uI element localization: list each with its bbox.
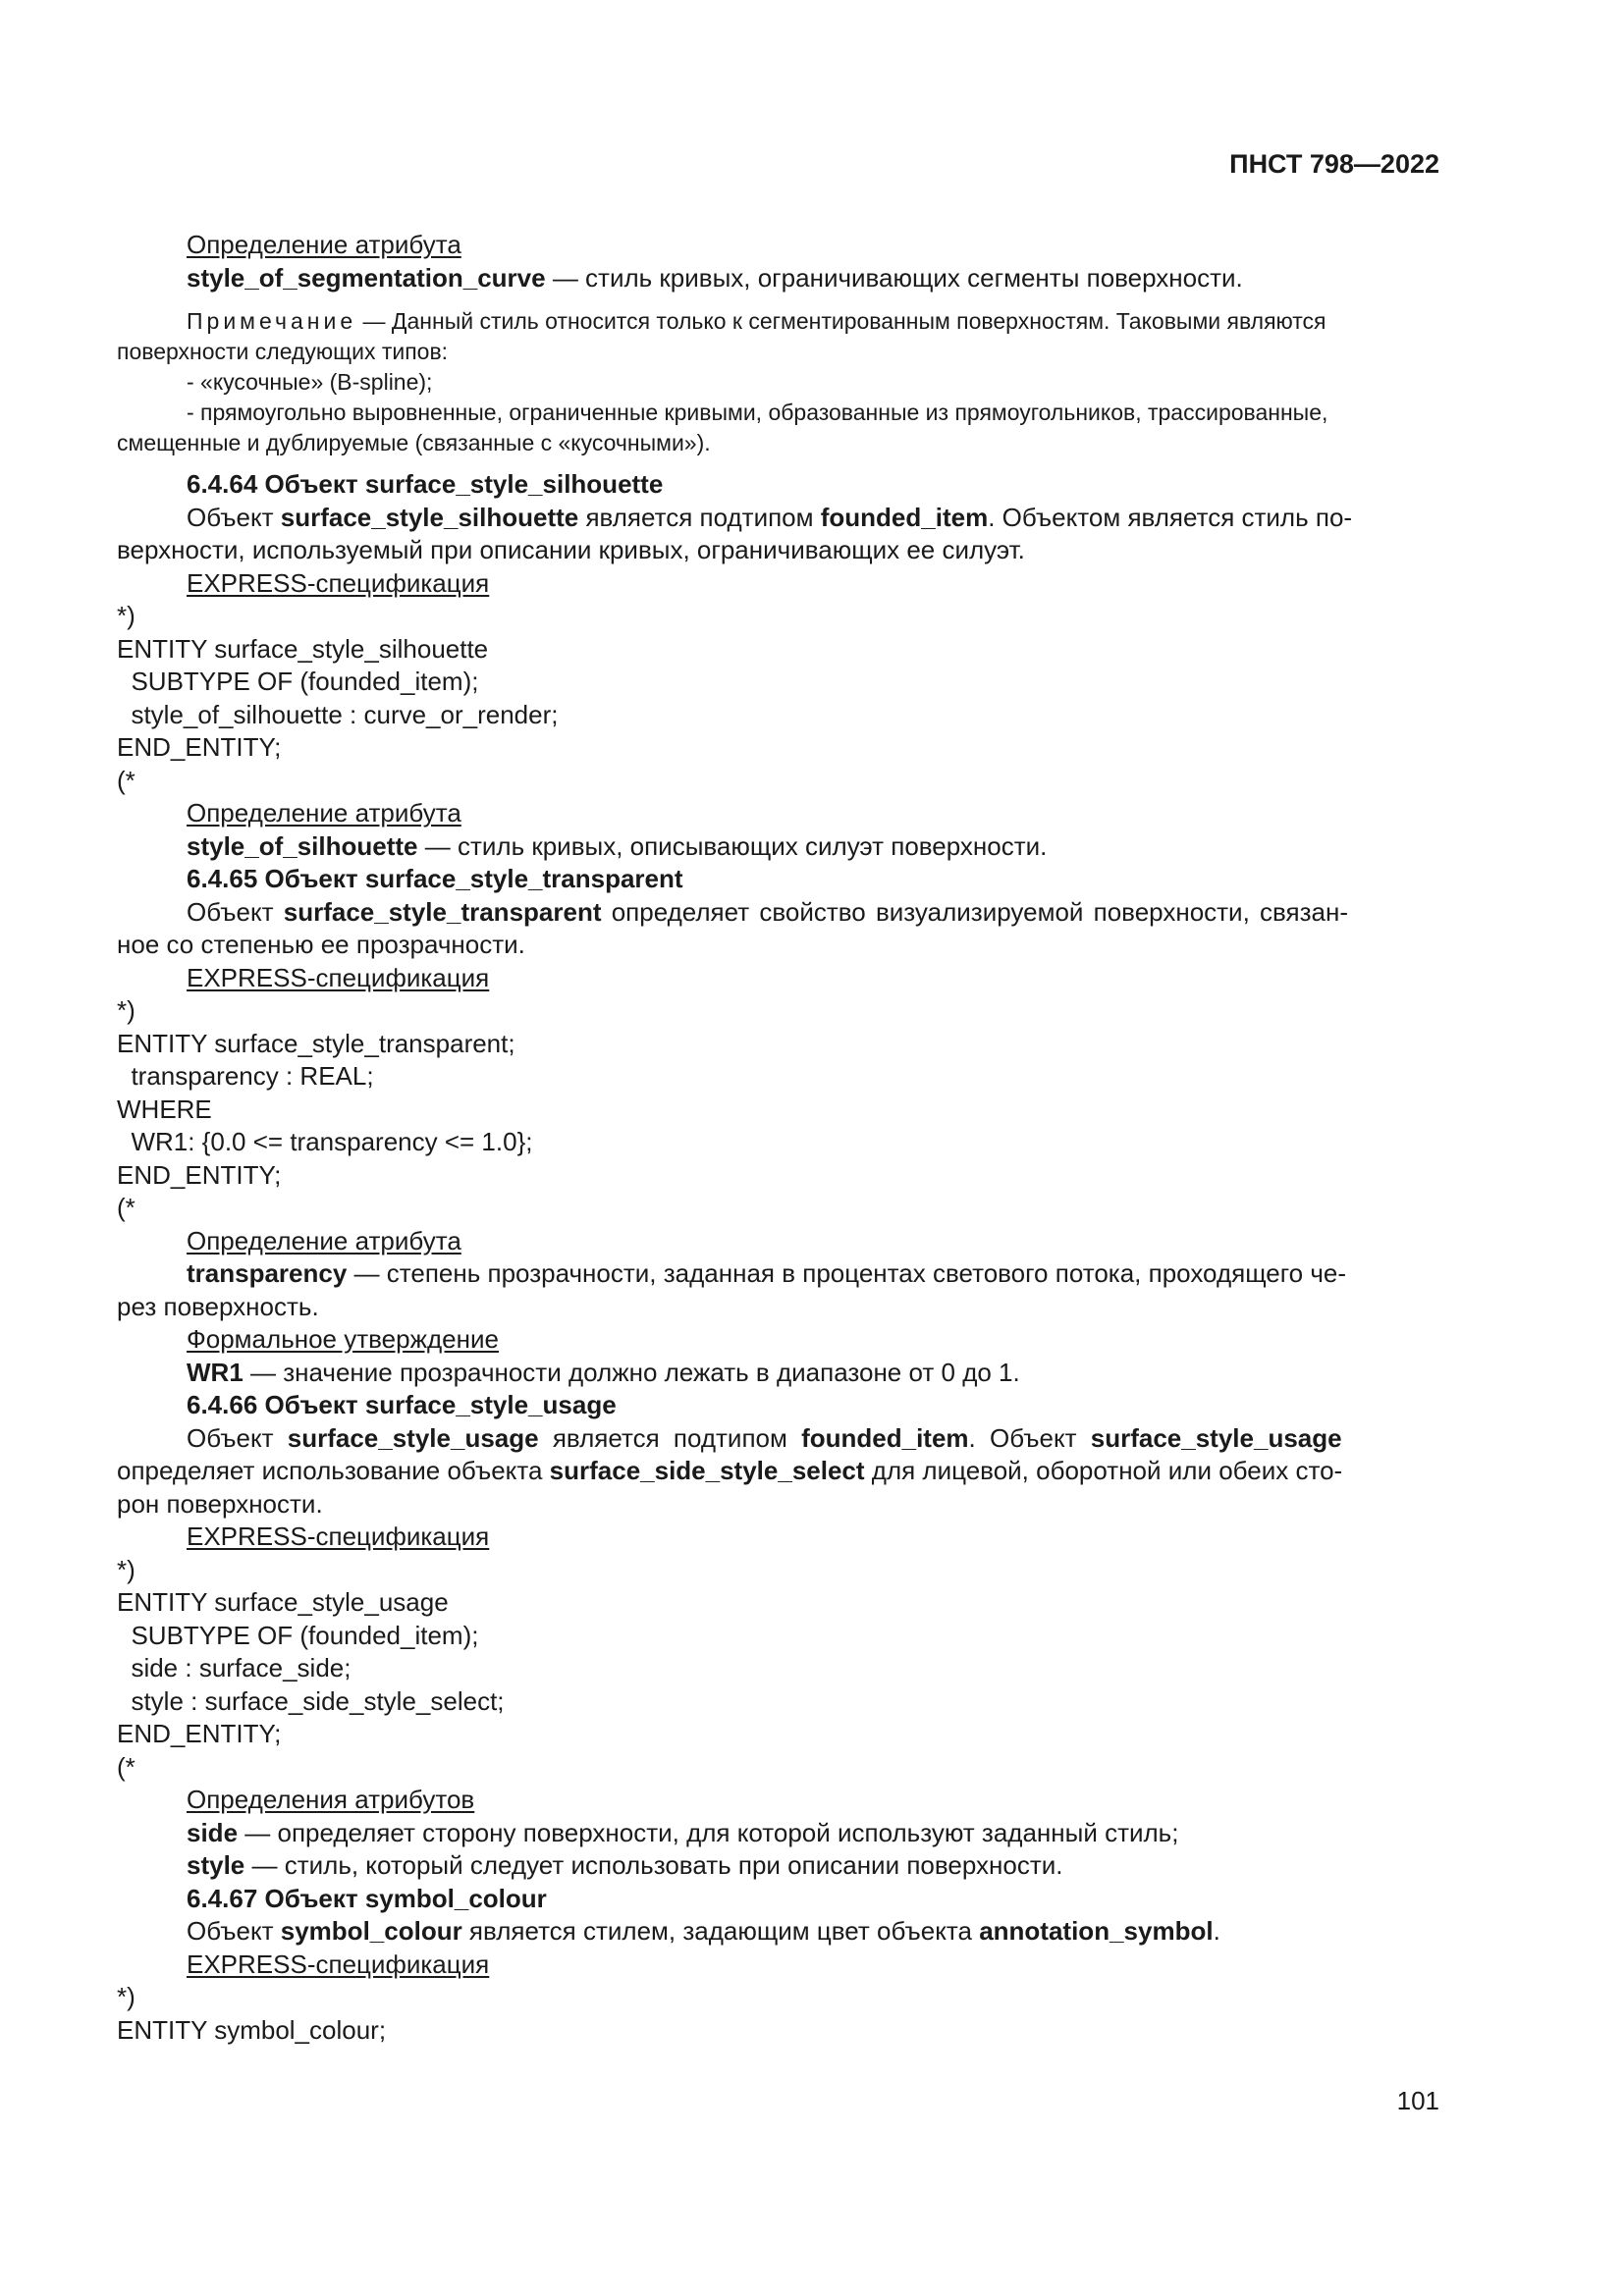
entity-name: founded_item [801,1422,969,1453]
attr-desc: — определяет сторону поверхности, для которой используют заданный стиль; [238,1817,1179,1847]
entity-name: surface_style_usage [1090,1422,1342,1453]
code-line: ENTITY surface_style_usage [117,1587,449,1617]
attr-desc: — степень прозрачности, заданная в процентах светового потока, проходящего че- [347,1258,1347,1288]
code-line: SUBTYPE OF (founded_item); [117,667,479,696]
section-heading: 6.4.67 Объект symbol_colour [187,1883,547,1913]
code-line: ENTITY symbol_colour; [117,2014,387,2045]
attr-desc: — стиль, который следует использовать при описании поверхности. [244,1850,1063,1880]
paragraph-line [117,502,1439,535]
express-spec-label: EXPRESS-спецификация [187,1522,490,1551]
code-line: (* [117,1193,135,1222]
text-span: Объект [187,502,281,532]
paragraph-line [117,896,1439,930]
note-line: поверхности следующих типов: [117,339,449,364]
code-line: (* [117,765,135,795]
code-line: ENTITY surface_style_transparent; [117,1028,515,1058]
code-line: side : surface_side; [117,1653,352,1682]
page-body [117,229,1439,2047]
express-spec-label: EXPRESS-спецификация [187,962,490,992]
paragraph-line [117,1915,1439,1949]
note-line [117,306,1439,337]
attr-name: transparency [187,1258,348,1288]
attr-def-label: Определение атрибута [187,1225,461,1255]
section-heading: 6.4.66 Объект surface_style_usage [187,1390,617,1419]
code-line: SUBTYPE OF (founded_item); [117,1620,479,1650]
attr-def-label: Определение атрибута [187,798,461,828]
text-span: Объект [187,896,284,927]
attr-def-line [117,1817,1439,1850]
attr-desc: — стиль кривых, описывающих силуэт поверхности. [417,830,1048,861]
text-span: является подтипом [538,1422,802,1453]
attr-def-line: рез поверхность. [117,1291,319,1321]
paragraph-line [117,1455,1439,1488]
attr-defs-label: Определения атрибутов [187,1785,475,1814]
document-id: ПНСТ 798—2022 [1229,149,1439,179]
note [117,306,1439,458]
note-line: - прямоугольно выровненные, ограниченные кривыми, образованные из прямоугольников, трассированные, [187,400,1328,425]
paragraph-line: верхности, используемый при описании кривых, ограничивающих ее силуэт. [117,535,1025,564]
note-text: — Данный стиль относится только к сегментированным поверхностям. Таковыми являются [356,308,1326,334]
code-line: WHERE [117,1094,212,1124]
code-line: style_of_silhouette : curve_or_render; [117,699,559,729]
entity-name: surface_style_silhouette [280,502,579,532]
attr-def-line [117,1849,1439,1883]
text-span: Объект [187,1422,288,1453]
note-label: Примечание [187,308,357,334]
attr-name: style_of_silhouette [187,830,418,861]
attr-name: style [187,1850,245,1880]
text-span: определяет использование объекта [117,1456,550,1485]
attr-def-line [117,1257,1439,1291]
attr-def-line [117,830,1439,864]
entity-name: surface_style_transparent [283,896,602,927]
code-line: (* [117,1751,135,1782]
code-line: *) [117,1554,135,1584]
formal-rule-line [117,1357,1439,1390]
note-line: смещенные и дублируемые (связанные с «кусочными»). [117,430,711,455]
code-line: *) [117,1982,135,2011]
entity-name: symbol_colour [280,1916,462,1946]
code-line: WR1: {0.0 <= transparency <= 1.0}; [117,1127,533,1156]
express-spec-label: EXPRESS-спецификация [187,567,490,598]
code-line: END_ENTITY; [117,1719,282,1748]
entity-name: annotation_symbol [979,1916,1214,1946]
text-span: является стилем, задающим цвет объекта [461,1916,980,1946]
code-line: END_ENTITY; [117,732,282,762]
code-line: END_ENTITY; [117,1159,282,1190]
code-line: *) [117,601,135,630]
text-span: определяет свойство визуализируемой поверхности, связан- [601,896,1349,927]
attr-def-line [117,262,1439,295]
section-heading: 6.4.64 Объект surface_style_silhouette [187,469,664,499]
entity-name: founded_item [820,502,989,532]
text-span: является подтипом [578,502,821,532]
text-span: . Объект [968,1422,1091,1453]
attr-name: style_of_segmentation_curve [187,262,546,293]
code-line: style : surface_side_style_select; [117,1685,505,1716]
express-spec-label: EXPRESS-спецификация [187,1949,490,1979]
attr-desc: — стиль кривых, ограничивающих сегменты поверхности. [545,262,1243,293]
section-heading: 6.4.65 Объект surface_style_transparent [187,864,683,893]
paragraph-line: рон поверхности. [117,1488,323,1519]
page-number: 101 [1396,2086,1439,2115]
code-line: transparency : REAL; [117,1061,374,1091]
paragraph-line [117,1422,1439,1456]
rule-name: WR1 [187,1357,244,1387]
code-line: ENTITY surface_style_silhouette [117,633,489,664]
text-span: для лицевой, оборотной или обеих сто- [864,1456,1343,1485]
code-line: *) [117,995,135,1025]
entity-name: surface_style_usage [287,1422,539,1453]
text-span: . [1213,1916,1220,1946]
note-line: - «кусочные» (B-spline); [187,369,433,395]
attr-def-label: Определение атрибута [187,230,461,259]
entity-name: surface_side_style_select [549,1456,865,1485]
paragraph-line: ное со степенью ее прозрачности. [117,930,525,959]
attr-name: side [187,1817,239,1847]
text-span: Объект [187,1916,281,1946]
text-span: . Объектом является стиль по- [988,502,1353,532]
formal-label: Формальное утверждение [187,1324,499,1354]
rule-desc: — значение прозрачности должно лежать в диапазоне от 0 до 1. [243,1357,1020,1387]
